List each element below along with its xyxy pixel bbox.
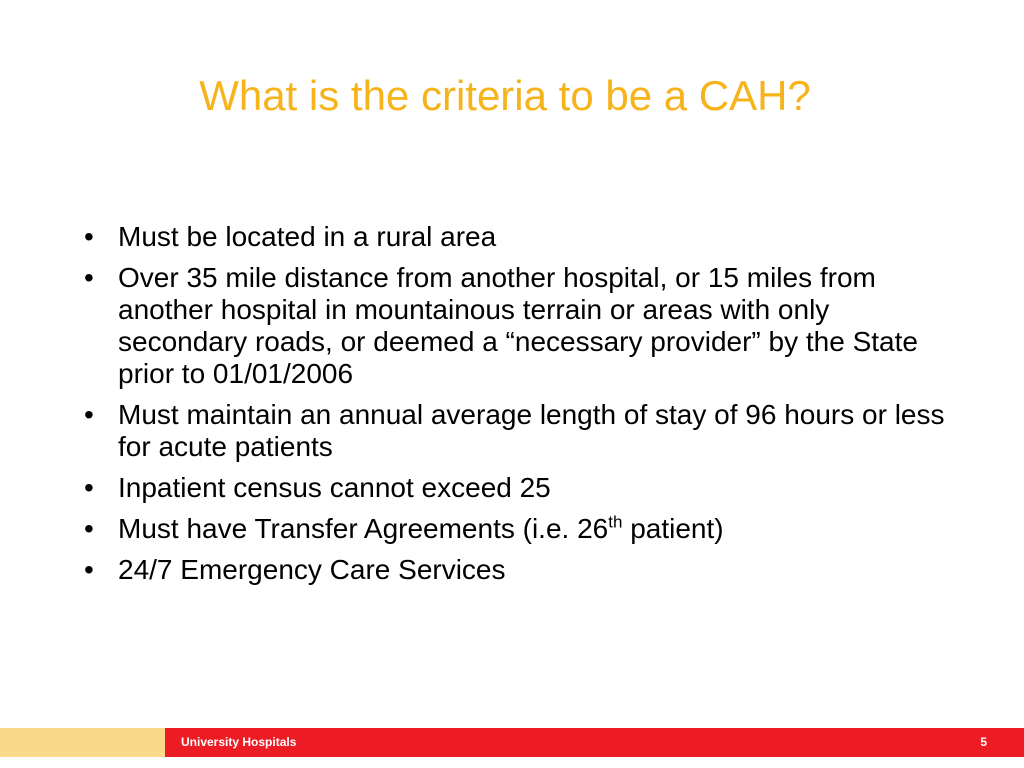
bullet-marker: •	[84, 472, 94, 503]
bullet-text: Must maintain an annual average length of stay of 96 hours or less for acute patients	[118, 399, 945, 462]
bullet-item	[80, 513, 950, 545]
footer-accent-block	[0, 728, 165, 757]
bullet-item	[80, 399, 950, 463]
footer-bar	[165, 728, 1024, 757]
bullet-text: 24/7 Emergency Care Services	[118, 554, 506, 585]
bullet-text-before: Must have Transfer Agreements (i.e. 26	[118, 513, 609, 544]
bullet-item	[80, 554, 950, 586]
page-number: 5	[980, 735, 987, 749]
footer-organization: University Hospitals	[181, 735, 297, 749]
bullet-marker: •	[84, 554, 94, 585]
bullet-marker: •	[84, 262, 94, 293]
bullet-text-after: patient)	[622, 513, 724, 544]
slide-title: What is the criteria to be a CAH?	[199, 72, 811, 119]
ordinal-superscript: th	[608, 512, 623, 532]
footer-band	[0, 728, 1024, 757]
bullet-text: Over 35 mile distance from another hospital, or 15 miles from another hospital in mountainous terrain or areas with only secondary roads, or deemed a “necessary provider” by the State prior to 01/01/2006	[118, 262, 918, 389]
bullet-item	[80, 472, 950, 504]
bullet-text: Inpatient census cannot exceed 25	[118, 472, 551, 503]
bullet-item	[80, 221, 950, 253]
bullet-item	[80, 262, 950, 390]
bullet-marker: •	[84, 399, 94, 430]
bullet-text	[118, 513, 724, 544]
bullet-marker: •	[84, 221, 94, 252]
bullet-list	[80, 221, 950, 595]
bullet-text: Must be located in a rural area	[118, 221, 497, 252]
bullet-marker: •	[84, 513, 94, 544]
